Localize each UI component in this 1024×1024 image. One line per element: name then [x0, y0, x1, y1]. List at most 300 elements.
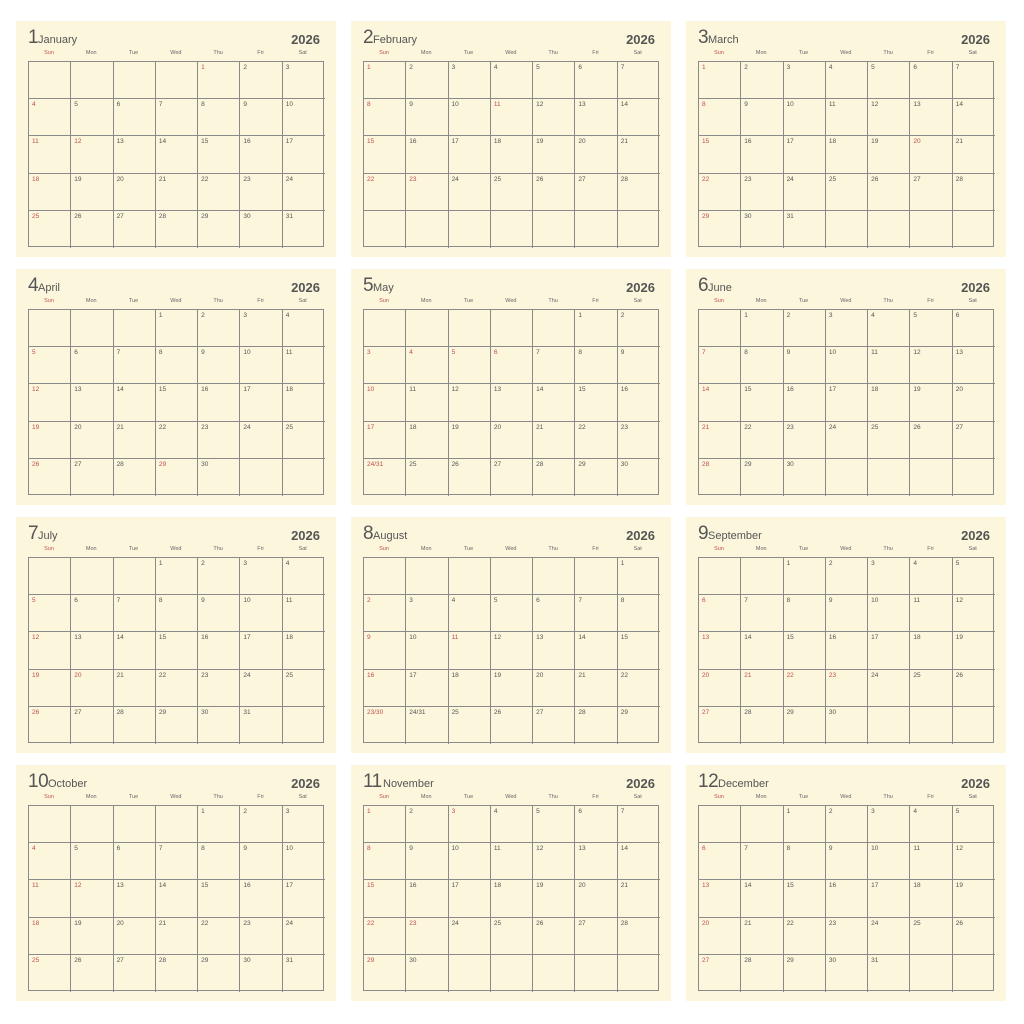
day-cell[interactable] [198, 558, 240, 595]
day-cell[interactable] [114, 670, 156, 707]
day-cell[interactable] [406, 558, 448, 595]
day-cell[interactable] [491, 384, 533, 421]
day-cell[interactable] [953, 62, 995, 99]
day-cell[interactable] [71, 632, 113, 669]
day-cell[interactable] [826, 955, 868, 992]
day-cell[interactable] [491, 955, 533, 992]
day-cell[interactable] [449, 670, 491, 707]
day-cell[interactable] [240, 174, 282, 211]
day-cell[interactable] [953, 632, 995, 669]
day-cell[interactable] [575, 918, 617, 955]
day-cell[interactable] [364, 707, 406, 744]
day-cell[interactable] [114, 558, 156, 595]
day-cell[interactable] [741, 211, 783, 248]
day-cell[interactable] [156, 99, 198, 136]
day-cell[interactable] [826, 880, 868, 917]
day-cell[interactable] [826, 670, 868, 707]
day-cell[interactable] [741, 595, 783, 632]
day-cell[interactable] [283, 843, 325, 880]
day-cell[interactable] [741, 99, 783, 136]
day-cell[interactable] [491, 806, 533, 843]
day-cell[interactable] [699, 918, 741, 955]
day-cell[interactable] [575, 558, 617, 595]
day-cell[interactable] [156, 806, 198, 843]
day-cell[interactable] [491, 422, 533, 459]
day-cell[interactable] [826, 558, 868, 595]
day-cell[interactable] [29, 422, 71, 459]
day-cell[interactable] [699, 347, 741, 384]
day-cell[interactable] [741, 136, 783, 173]
day-cell[interactable] [699, 880, 741, 917]
day-cell[interactable] [741, 880, 783, 917]
day-cell[interactable] [114, 422, 156, 459]
day-cell[interactable] [784, 310, 826, 347]
day-cell[interactable] [449, 211, 491, 248]
day-cell[interactable] [71, 955, 113, 992]
day-cell[interactable] [114, 632, 156, 669]
day-cell[interactable] [618, 99, 660, 136]
day-cell[interactable] [868, 918, 910, 955]
day-cell[interactable] [699, 595, 741, 632]
day-cell[interactable] [240, 99, 282, 136]
day-cell[interactable] [784, 347, 826, 384]
day-cell[interactable] [575, 211, 617, 248]
day-cell[interactable] [364, 806, 406, 843]
day-cell[interactable] [364, 595, 406, 632]
day-cell[interactable] [699, 843, 741, 880]
day-cell[interactable] [114, 310, 156, 347]
day-cell[interactable] [198, 595, 240, 632]
day-cell[interactable] [283, 595, 325, 632]
day-cell[interactable] [71, 806, 113, 843]
day-cell[interactable] [283, 670, 325, 707]
day-cell[interactable] [826, 843, 868, 880]
day-cell[interactable] [491, 459, 533, 496]
day-cell[interactable] [71, 918, 113, 955]
day-cell[interactable] [449, 310, 491, 347]
day-cell[interactable] [699, 384, 741, 421]
day-cell[interactable] [491, 174, 533, 211]
day-cell[interactable] [741, 955, 783, 992]
day-cell[interactable] [741, 670, 783, 707]
day-cell[interactable] [533, 595, 575, 632]
day-cell[interactable] [283, 211, 325, 248]
day-cell[interactable] [618, 843, 660, 880]
day-cell[interactable] [741, 422, 783, 459]
day-cell[interactable] [114, 62, 156, 99]
day-cell[interactable] [533, 211, 575, 248]
day-cell[interactable] [533, 459, 575, 496]
day-cell[interactable] [491, 62, 533, 99]
day-cell[interactable] [406, 459, 448, 496]
day-cell[interactable] [826, 62, 868, 99]
day-cell[interactable] [533, 174, 575, 211]
day-cell[interactable] [533, 62, 575, 99]
day-cell[interactable] [533, 136, 575, 173]
day-cell[interactable] [533, 670, 575, 707]
day-cell[interactable] [741, 62, 783, 99]
day-cell[interactable] [868, 806, 910, 843]
day-cell[interactable] [283, 174, 325, 211]
day-cell[interactable] [114, 347, 156, 384]
day-cell[interactable] [198, 310, 240, 347]
day-cell[interactable] [29, 955, 71, 992]
day-cell[interactable] [240, 707, 282, 744]
day-cell[interactable] [449, 99, 491, 136]
day-cell[interactable] [240, 347, 282, 384]
day-cell[interactable] [156, 918, 198, 955]
day-cell[interactable] [240, 459, 282, 496]
day-cell[interactable] [29, 62, 71, 99]
day-cell[interactable] [449, 595, 491, 632]
day-cell[interactable] [283, 880, 325, 917]
day-cell[interactable] [533, 558, 575, 595]
day-cell[interactable] [784, 707, 826, 744]
day-cell[interactable] [283, 707, 325, 744]
day-cell[interactable] [533, 422, 575, 459]
day-cell[interactable] [575, 806, 617, 843]
day-cell[interactable] [910, 558, 952, 595]
day-cell[interactable] [71, 62, 113, 99]
day-cell[interactable] [910, 595, 952, 632]
day-cell[interactable] [910, 99, 952, 136]
day-cell[interactable] [910, 843, 952, 880]
day-cell[interactable] [953, 459, 995, 496]
day-cell[interactable] [198, 632, 240, 669]
day-cell[interactable] [741, 174, 783, 211]
day-cell[interactable] [491, 595, 533, 632]
day-cell[interactable] [826, 99, 868, 136]
day-cell[interactable] [910, 347, 952, 384]
day-cell[interactable] [533, 347, 575, 384]
day-cell[interactable] [953, 211, 995, 248]
day-cell[interactable] [953, 670, 995, 707]
day-cell[interactable] [910, 422, 952, 459]
day-cell[interactable] [29, 670, 71, 707]
day-cell[interactable] [575, 955, 617, 992]
day-cell[interactable] [618, 880, 660, 917]
day-cell[interactable] [114, 459, 156, 496]
day-cell[interactable] [449, 347, 491, 384]
day-cell[interactable] [784, 384, 826, 421]
day-cell[interactable] [741, 347, 783, 384]
day-cell[interactable] [784, 174, 826, 211]
day-cell[interactable] [283, 459, 325, 496]
day-cell[interactable] [283, 918, 325, 955]
day-cell[interactable] [741, 843, 783, 880]
day-cell[interactable] [533, 880, 575, 917]
day-cell[interactable] [826, 174, 868, 211]
day-cell[interactable] [826, 632, 868, 669]
day-cell[interactable] [953, 347, 995, 384]
day-cell[interactable] [618, 595, 660, 632]
day-cell[interactable] [868, 955, 910, 992]
day-cell[interactable] [71, 211, 113, 248]
day-cell[interactable] [699, 310, 741, 347]
day-cell[interactable] [868, 384, 910, 421]
day-cell[interactable] [618, 670, 660, 707]
day-cell[interactable] [910, 174, 952, 211]
day-cell[interactable] [741, 384, 783, 421]
day-cell[interactable] [953, 558, 995, 595]
day-cell[interactable] [826, 595, 868, 632]
day-cell[interactable] [575, 707, 617, 744]
day-cell[interactable] [953, 595, 995, 632]
day-cell[interactable] [491, 310, 533, 347]
day-cell[interactable] [449, 136, 491, 173]
day-cell[interactable] [283, 955, 325, 992]
day-cell[interactable] [156, 595, 198, 632]
day-cell[interactable] [910, 806, 952, 843]
day-cell[interactable] [240, 843, 282, 880]
day-cell[interactable] [29, 99, 71, 136]
day-cell[interactable] [29, 459, 71, 496]
day-cell[interactable] [156, 955, 198, 992]
day-cell[interactable] [29, 310, 71, 347]
day-cell[interactable] [406, 174, 448, 211]
day-cell[interactable] [910, 670, 952, 707]
day-cell[interactable] [868, 707, 910, 744]
day-cell[interactable] [533, 310, 575, 347]
day-cell[interactable] [406, 595, 448, 632]
day-cell[interactable] [826, 211, 868, 248]
day-cell[interactable] [283, 384, 325, 421]
day-cell[interactable] [29, 347, 71, 384]
day-cell[interactable] [71, 99, 113, 136]
day-cell[interactable] [868, 632, 910, 669]
day-cell[interactable] [71, 670, 113, 707]
day-cell[interactable] [699, 211, 741, 248]
day-cell[interactable] [406, 955, 448, 992]
day-cell[interactable] [618, 136, 660, 173]
day-cell[interactable] [198, 843, 240, 880]
day-cell[interactable] [198, 347, 240, 384]
day-cell[interactable] [156, 422, 198, 459]
day-cell[interactable] [406, 880, 448, 917]
day-cell[interactable] [868, 310, 910, 347]
day-cell[interactable] [240, 670, 282, 707]
day-cell[interactable] [699, 422, 741, 459]
day-cell[interactable] [868, 347, 910, 384]
day-cell[interactable] [449, 955, 491, 992]
day-cell[interactable] [910, 955, 952, 992]
day-cell[interactable] [240, 211, 282, 248]
day-cell[interactable] [283, 347, 325, 384]
day-cell[interactable] [283, 632, 325, 669]
day-cell[interactable] [449, 62, 491, 99]
day-cell[interactable] [953, 310, 995, 347]
day-cell[interactable] [364, 99, 406, 136]
day-cell[interactable] [910, 136, 952, 173]
day-cell[interactable] [156, 558, 198, 595]
day-cell[interactable] [533, 99, 575, 136]
day-cell[interactable] [198, 880, 240, 917]
day-cell[interactable] [29, 918, 71, 955]
day-cell[interactable] [156, 136, 198, 173]
day-cell[interactable] [198, 99, 240, 136]
day-cell[interactable] [240, 632, 282, 669]
day-cell[interactable] [198, 806, 240, 843]
day-cell[interactable] [449, 806, 491, 843]
day-cell[interactable] [910, 310, 952, 347]
day-cell[interactable] [71, 384, 113, 421]
day-cell[interactable] [741, 806, 783, 843]
day-cell[interactable] [406, 670, 448, 707]
day-cell[interactable] [699, 174, 741, 211]
day-cell[interactable] [868, 422, 910, 459]
day-cell[interactable] [71, 880, 113, 917]
day-cell[interactable] [575, 632, 617, 669]
day-cell[interactable] [406, 62, 448, 99]
day-cell[interactable] [699, 62, 741, 99]
day-cell[interactable] [449, 880, 491, 917]
day-cell[interactable] [618, 806, 660, 843]
day-cell[interactable] [618, 558, 660, 595]
day-cell[interactable] [29, 880, 71, 917]
day-cell[interactable] [618, 918, 660, 955]
day-cell[interactable] [826, 806, 868, 843]
day-cell[interactable] [283, 99, 325, 136]
day-cell[interactable] [156, 174, 198, 211]
day-cell[interactable] [198, 422, 240, 459]
day-cell[interactable] [910, 707, 952, 744]
day-cell[interactable] [198, 459, 240, 496]
day-cell[interactable] [618, 707, 660, 744]
day-cell[interactable] [156, 880, 198, 917]
day-cell[interactable] [114, 174, 156, 211]
day-cell[interactable] [29, 211, 71, 248]
day-cell[interactable] [784, 459, 826, 496]
day-cell[interactable] [198, 918, 240, 955]
day-cell[interactable] [910, 918, 952, 955]
day-cell[interactable] [364, 136, 406, 173]
day-cell[interactable] [784, 595, 826, 632]
day-cell[interactable] [114, 384, 156, 421]
day-cell[interactable] [156, 384, 198, 421]
day-cell[interactable] [114, 99, 156, 136]
day-cell[interactable] [699, 136, 741, 173]
day-cell[interactable] [114, 595, 156, 632]
day-cell[interactable] [826, 918, 868, 955]
day-cell[interactable] [114, 918, 156, 955]
day-cell[interactable] [618, 632, 660, 669]
day-cell[interactable] [533, 843, 575, 880]
day-cell[interactable] [71, 174, 113, 211]
day-cell[interactable] [198, 707, 240, 744]
day-cell[interactable] [283, 422, 325, 459]
day-cell[interactable] [364, 632, 406, 669]
day-cell[interactable] [364, 384, 406, 421]
day-cell[interactable] [71, 422, 113, 459]
day-cell[interactable] [364, 558, 406, 595]
day-cell[interactable] [29, 595, 71, 632]
day-cell[interactable] [953, 806, 995, 843]
day-cell[interactable] [868, 595, 910, 632]
day-cell[interactable] [156, 62, 198, 99]
day-cell[interactable] [784, 62, 826, 99]
day-cell[interactable] [491, 136, 533, 173]
day-cell[interactable] [953, 174, 995, 211]
day-cell[interactable] [283, 136, 325, 173]
day-cell[interactable] [29, 558, 71, 595]
day-cell[interactable] [491, 707, 533, 744]
day-cell[interactable] [71, 347, 113, 384]
day-cell[interactable] [784, 211, 826, 248]
day-cell[interactable] [826, 310, 868, 347]
day-cell[interactable] [364, 422, 406, 459]
day-cell[interactable] [449, 384, 491, 421]
day-cell[interactable] [826, 707, 868, 744]
day-cell[interactable] [699, 99, 741, 136]
day-cell[interactable] [240, 384, 282, 421]
day-cell[interactable] [240, 422, 282, 459]
day-cell[interactable] [575, 99, 617, 136]
day-cell[interactable] [491, 632, 533, 669]
day-cell[interactable] [575, 595, 617, 632]
day-cell[interactable] [240, 955, 282, 992]
day-cell[interactable] [71, 558, 113, 595]
day-cell[interactable] [406, 843, 448, 880]
day-cell[interactable] [826, 347, 868, 384]
day-cell[interactable] [575, 347, 617, 384]
day-cell[interactable] [953, 384, 995, 421]
day-cell[interactable] [533, 918, 575, 955]
day-cell[interactable] [868, 136, 910, 173]
day-cell[interactable] [699, 670, 741, 707]
day-cell[interactable] [575, 384, 617, 421]
day-cell[interactable] [910, 384, 952, 421]
day-cell[interactable] [406, 136, 448, 173]
day-cell[interactable] [575, 843, 617, 880]
day-cell[interactable] [364, 174, 406, 211]
day-cell[interactable] [406, 422, 448, 459]
day-cell[interactable] [575, 459, 617, 496]
day-cell[interactable] [198, 211, 240, 248]
day-cell[interactable] [699, 558, 741, 595]
day-cell[interactable] [449, 558, 491, 595]
day-cell[interactable] [784, 843, 826, 880]
day-cell[interactable] [699, 632, 741, 669]
day-cell[interactable] [575, 136, 617, 173]
day-cell[interactable] [114, 955, 156, 992]
day-cell[interactable] [868, 558, 910, 595]
day-cell[interactable] [114, 211, 156, 248]
day-cell[interactable] [449, 174, 491, 211]
day-cell[interactable] [406, 707, 448, 744]
day-cell[interactable] [533, 707, 575, 744]
day-cell[interactable] [784, 955, 826, 992]
day-cell[interactable] [71, 136, 113, 173]
day-cell[interactable] [364, 670, 406, 707]
day-cell[interactable] [240, 62, 282, 99]
day-cell[interactable] [240, 310, 282, 347]
day-cell[interactable] [618, 62, 660, 99]
day-cell[interactable] [618, 211, 660, 248]
day-cell[interactable] [156, 347, 198, 384]
day-cell[interactable] [491, 843, 533, 880]
day-cell[interactable] [240, 880, 282, 917]
day-cell[interactable] [575, 670, 617, 707]
day-cell[interactable] [240, 595, 282, 632]
day-cell[interactable] [114, 880, 156, 917]
day-cell[interactable] [575, 310, 617, 347]
day-cell[interactable] [910, 632, 952, 669]
day-cell[interactable] [114, 806, 156, 843]
day-cell[interactable] [29, 174, 71, 211]
day-cell[interactable] [283, 310, 325, 347]
day-cell[interactable] [156, 211, 198, 248]
day-cell[interactable] [156, 670, 198, 707]
